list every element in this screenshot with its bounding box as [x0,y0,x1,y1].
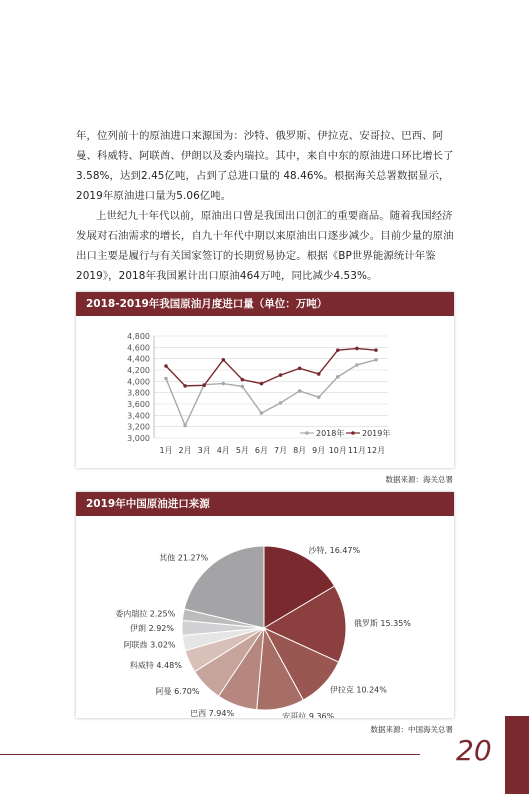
series-point [221,382,225,386]
y-tick-label: 3,200 [127,422,150,432]
x-tick-label: 4月 [216,446,230,455]
x-tick-label: 2月 [178,446,192,455]
x-tick-label: 1月 [159,446,173,455]
pie-label: 委内瑞拉 2.25% [115,609,176,619]
pie-label: 伊拉克 10.24% [329,685,387,695]
pie-chart-card [76,492,454,718]
y-tick-label: 3,800 [127,388,150,398]
legend-marker [305,431,309,435]
pie-label: 安哥拉 9.36% [282,712,335,718]
pie-label: 阿联酋 3.02% [123,640,176,650]
y-tick-label: 3,400 [127,411,150,421]
y-tick-label: 3,000 [127,434,150,443]
bottom-rule [0,754,420,755]
line-chart-card [76,292,454,468]
series-point [164,364,168,368]
series-point [298,389,302,393]
series-point [241,385,245,389]
series-line-2 [166,348,376,385]
pie-label: 阿曼 6.70% [155,686,200,696]
legend-marker [351,431,355,435]
corner-block [505,716,529,794]
pie-label: 伊朗 2.92% [130,623,175,633]
series-point [317,395,321,399]
page-number: 20 [456,734,492,767]
pie-label: 俄罗斯 15.35% [353,619,411,629]
line-chart-source: 数据来源：海关总署 [385,475,453,484]
body-paragraph-1: 年，位列前十的原油进口来源国为：沙特、俄罗斯、伊拉克、安哥拉、巴西、阿曼、科威特、阿联酋、伊朗以及委内瑞拉。其中，来自中东的原油进口环比增长了3.58%，达到2.45亿吨，占到了总进口量的 48.46%。根据海关总署数据显示，2019年原油进口量为5.06亿吨。 [76,130,454,202]
x-tick-label: 9月 [312,446,326,455]
pie-chart-title: 2019年中国原油进口来源 [76,492,454,516]
series-point [336,375,340,379]
series-point [374,358,378,362]
pie-label: 沙特, 16.47% [308,545,361,555]
pie-label: 科威特 4.48% [129,660,182,670]
x-tick-label: 11月 [347,446,367,455]
series-point [164,377,168,381]
pie-label: 其他 21.27% [159,553,209,563]
series-point [260,411,264,415]
series-point [202,384,206,388]
series-point [279,373,283,377]
series-point [374,348,378,352]
series-point [221,358,225,362]
series-point [298,367,302,371]
pie-chart [76,516,454,718]
x-tick-label: 8月 [293,446,307,455]
y-tick-label: 4,600 [127,343,150,353]
series-point [241,378,245,382]
y-tick-label: 3,600 [127,400,150,409]
series-point [317,372,321,376]
series-point [279,401,283,405]
series-point [183,384,187,388]
y-tick-label: 4,200 [127,366,150,375]
pie-chart-source: 数据来源：中国海关总署 [370,725,453,734]
series-point [260,382,264,386]
line-chart [76,316,454,468]
x-tick-label: 7月 [273,446,288,455]
x-tick-label: 5月 [235,446,249,455]
x-tick-label: 12月 [366,446,386,455]
series-point [355,363,359,367]
body-paragraph-2: 上世纪九十年代以前，原油出口曾是我国出口创汇的重要商品。随着我国经济发展对石油需求的增长，自九十年代中期以来原油出口逐步减少。目前少量的原油出口主要是履行与有关国家签订的长期贸易协定。根据《BP世界能源统计年鉴2019》，2018年我国累计出口原油464万吨，同比减少4.53%。 [76,210,454,282]
series-point [355,347,359,351]
legend-label: 2018年 [316,429,345,438]
x-tick-label: 3月 [197,446,211,455]
x-tick-label: 6月 [254,446,269,455]
y-tick-label: 4,400 [127,354,150,364]
series-point [183,424,187,428]
legend-label: 2019年 [362,429,391,438]
pie-label: 巴西 7.94% [190,708,235,718]
y-tick-label: 4,000 [127,377,150,387]
y-tick-label: 4,800 [127,332,150,341]
line-chart-title: 2018-2019年我国原油月度进口量（单位：万吨） [76,292,454,316]
series-point [336,348,340,352]
x-tick-label: 10月 [328,446,347,455]
